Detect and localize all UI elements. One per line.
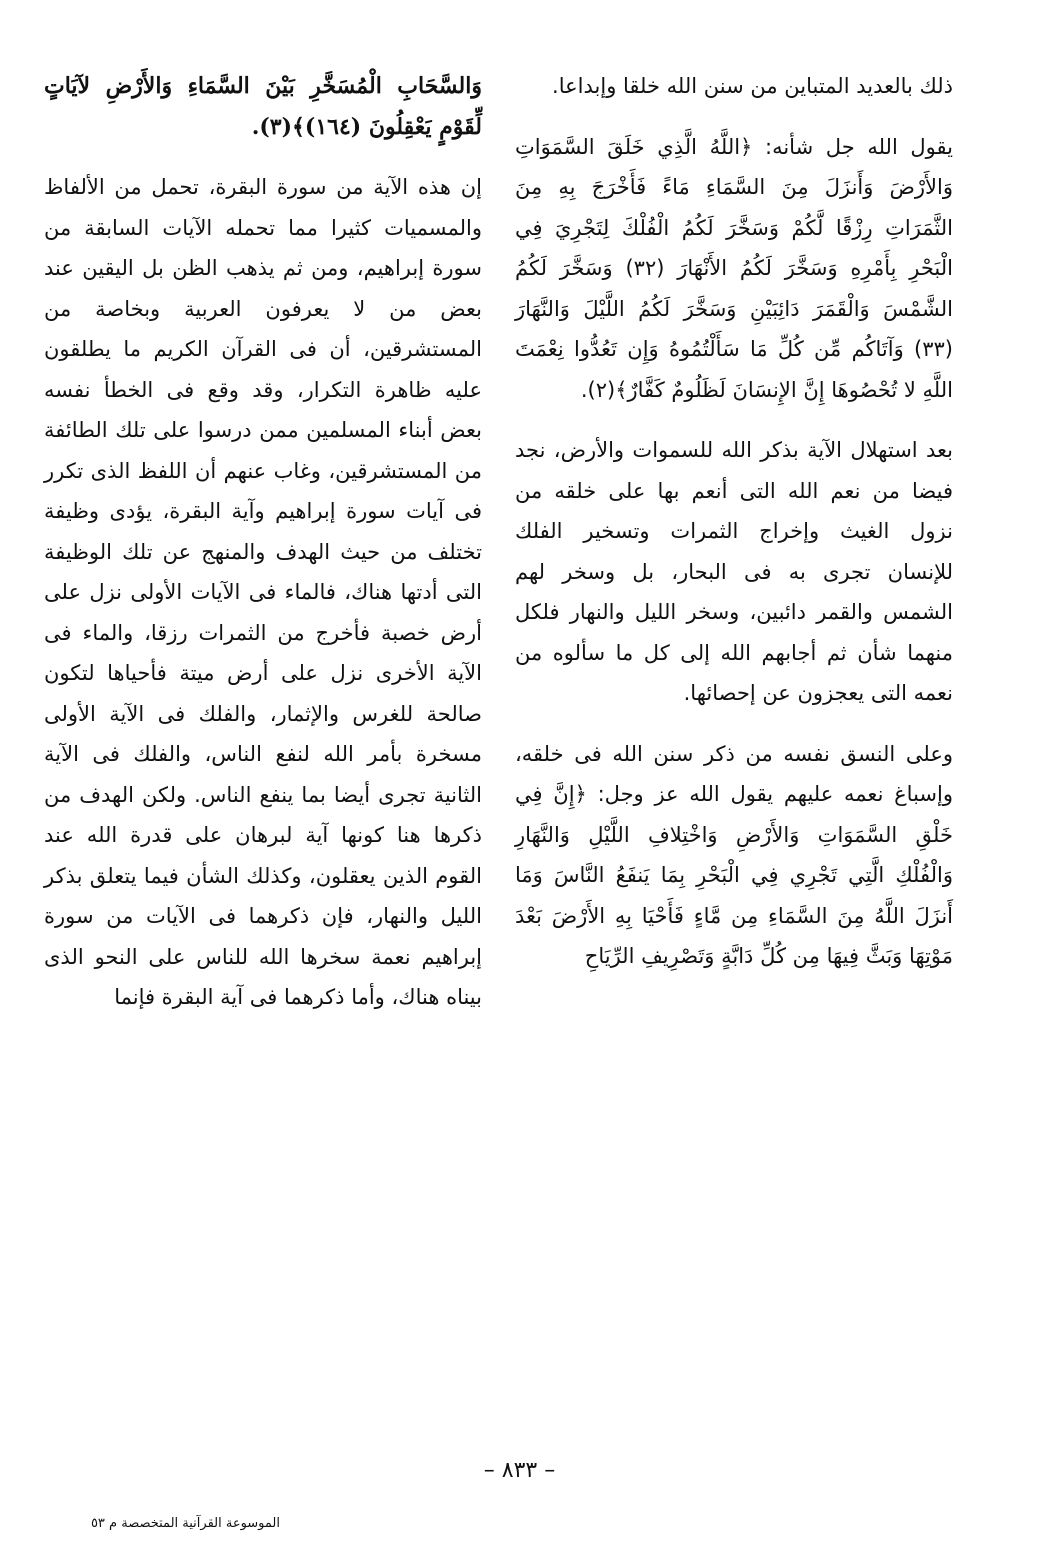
left-paragraph-1: إن هذه الآية من سورة البقرة، تحمل من الألفاظ والمسميات كثيرا مما تحمله الآيات السابقة من سورة إبراهيم، ومن ثم يذهب الظن بل اليقين عند بعض من لا يعرفون العربية وبخاصة من المستشرقين، أن فى القرآن الكريم ما يطلقون عليه ظاهرة التكرار، وقد وقع فى الخطأ نفسه بعض أبناء المسلمين ممن درسوا على تلك الطائفة من المستشرقين، وغاب عنهم أن اللفظ الذى تكرر فى آيات سورة إبراهيم وآية البقرة، يؤدى وظيفة تختلف من حيث الهدف والمنهج عن تلك الوظيفة التى أدتها هناك، فالماء فى الآيات الأولى نزل على أرض خصبة فأخرج من الثمرات رزقا، والماء فى الآية الأخرى نزل على أرض ميتة فأحياها لتكون صالحة للغرس والإثمار، والفلك فى الآية الأولى مسخرة بأمر الله لنفع الناس، والفلك فى الآية الثانية تجرى أيضا بما ينفع الناس. ولكن الهدف من ذكرها هنا كونها آية لبرهان على قدرة الله عند القوم الذين يعقلون، وكذلك الشأن فيما يتعلق بذكر الليل والنهار، فإن ذكرهما فى الآيات من سورة إبراهيم نعمة سخرها الله للناس على النحو الذى بيناه هناك، وأما ذكرهما فى آية البقرة فإنما bbox=[44, 175, 482, 1009]
left-column bbox=[44, 66, 482, 1038]
left-verse-continuation: وَالسَّحَابِ الْمُسَخَّرِ بَيْنَ السَّمَاءِ وَالأَرْضِ لآيَاتٍ لِّقَوْمٍ يَعْقِلُونَ (١٦٤)﴾(٣). bbox=[44, 73, 482, 140]
page-number: – ٨٣٣ – bbox=[483, 1458, 556, 1483]
right-paragraph-4: وعلى النسق نفسه من ذكر سنن الله فى خلقه، وإسباغ نعمه عليهم يقول الله عز وجل: ﴿إِنَّ فِي خَلْقِ السَّمَوَاتِ وَالأَرْضِ وَاخْتِلافِ اللَّيْلِ وَالنَّهَارِ وَالْفُلْكِ الَّتِي تَجْرِي فِي الْبَحْرِ بِمَا يَنفَعُ النَّاسَ وَمَا أَنزَلَ اللَّهُ مِنَ السَّمَاءِ مِن مَّاءٍ فَأَحْيَا بِهِ الأَرْضَ بَعْدَ مَوْتِهَا وَبَثَّ فِيهَا مِن كُلِّ دَابَّةٍ وَتَصْرِيفِ الرِّيَاحِ bbox=[515, 741, 953, 968]
right-paragraph-2: يقول الله جل شأنه: ﴿اللَّهُ الَّذِي خَلَقَ السَّمَوَاتِ وَالأَرْضَ وَأَنزَلَ مِنَ السَّمَاءِ مَاءً فَأَخْرَجَ بِهِ مِنَ الثَّمَرَاتِ رِزْقًا لَّكُمْ وَسَخَّرَ لَكُمُ الْفُلْكَ لِتَجْرِيَ فِي الْبَحْرِ بِأَمْرِهِ وَسَخَّرَ لَكُمُ الأَنْهَارَ (٣٢) وَسَخَّرَ لَكُمُ الشَّمْسَ وَالْقَمَرَ دَائِبَيْنِ وَسَخَّرَ لَكُمُ اللَّيْلَ وَالنَّهَارَ (٣٣) وَآتَاكُم مِّن كُلِّ مَا سَأَلْتُمُوهُ وَإِن تَعُدُّوا نِعْمَتَ اللَّهِ لا تُحْصُوهَا إِنَّ الإِنسَانَ لَظَلُومٌ كَفَّارٌ﴾(٢). bbox=[515, 134, 953, 402]
right-column bbox=[515, 66, 953, 997]
footer-note: الموسوعة القرآنية المتخصصة م ٥٣ bbox=[90, 1516, 280, 1531]
right-paragraph-1: ذلك بالعديد المتباين من سنن الله خلقا وإبداعا. bbox=[552, 74, 953, 98]
right-paragraph-3: بعد استهلال الآية بذكر الله للسموات والأرض، نجد فيضا من نعم الله التى أنعم بها على خلقه من نزول الغيث وإخراج الثمرات وتسخير الفلك للإنسان تجرى به فى البحار، بل وسخر لهم الشمس والقمر دائبين، وسخر الليل والنهار فلكل منهما شأن ثم أجابهم الله إلى كل ما سألوه من نعمه التى يعجزون عن إحصائها. bbox=[515, 438, 953, 705]
